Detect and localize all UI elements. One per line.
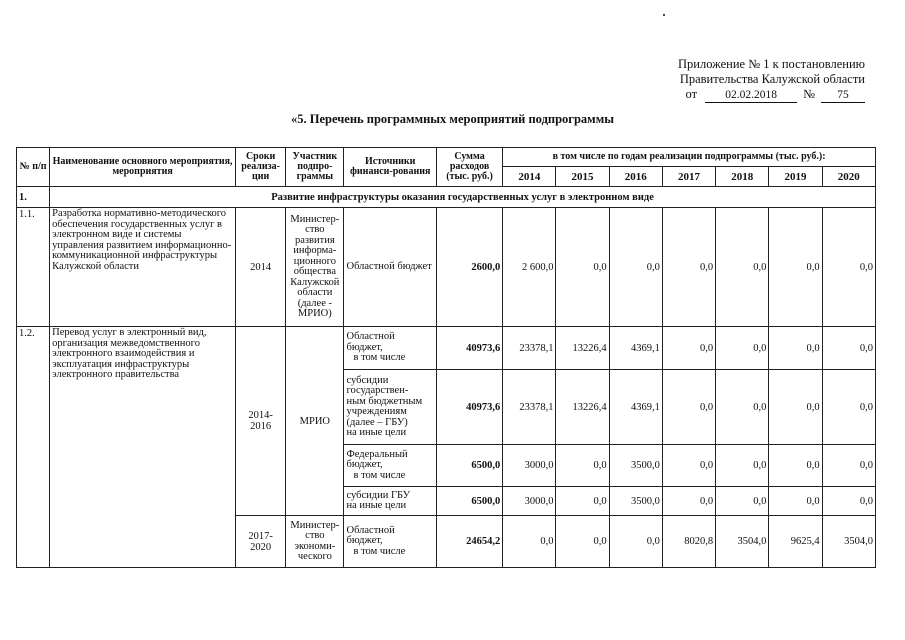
header-year: 2016 — [609, 167, 662, 187]
year-value: 0,0 — [822, 445, 875, 487]
source-line: на иные цели — [346, 427, 407, 438]
source-line: Областной — [346, 331, 395, 343]
scan-speck — [663, 14, 665, 16]
sum-value: 6500,0 — [436, 445, 502, 487]
activities-table — [16, 147, 876, 568]
year-value: 13226,4 — [556, 327, 609, 370]
funding-source — [344, 327, 436, 370]
year-value: 0,0 — [716, 370, 769, 445]
year-value: 0,0 — [556, 445, 609, 487]
year-value: 0,0 — [716, 487, 769, 516]
source-line: в том числе — [353, 545, 406, 557]
source-line: бюджет, — [346, 341, 383, 353]
item-1-year-value: 0,0 — [822, 208, 875, 327]
year-value: 0,0 — [716, 327, 769, 370]
header-num: № п/п — [17, 148, 50, 187]
source-line: (далее – ГБУ) — [346, 416, 408, 428]
funding-source — [344, 370, 436, 445]
sum-value: 40973,6 — [436, 370, 502, 445]
header-years-group: в том числе по годам реализации подпрограммы (тыс. руб.): — [503, 148, 876, 167]
item-2-row-1 — [17, 327, 876, 370]
section-row — [17, 187, 876, 208]
annex-number-label: № — [803, 87, 815, 101]
header-year: 2020 — [822, 167, 875, 187]
header-year: 2015 — [556, 167, 609, 187]
header-sources: Источники финанси-рования — [344, 148, 436, 187]
annex-header — [678, 57, 865, 103]
header-name: Наименование основного мероприятия, мероприятия — [50, 148, 236, 187]
funding-source — [344, 516, 436, 568]
source-line: учреждениям — [346, 406, 407, 417]
source-line: субсидии ГБУ — [346, 489, 411, 501]
item-1-year-value: 0,0 — [609, 208, 662, 327]
year-value: 8020,8 — [662, 516, 715, 568]
source-line: государствен- — [346, 385, 409, 396]
annex-from-label: от — [685, 87, 698, 101]
year-value: 9625,4 — [769, 516, 822, 568]
header-participant: Участник подпро-граммы — [286, 148, 344, 187]
year-value: 13226,4 — [556, 370, 609, 445]
header-year: 2017 — [662, 167, 715, 187]
annex-line-3 — [678, 87, 865, 103]
section-num: 1. — [17, 187, 50, 208]
year-value: 0,0 — [769, 370, 822, 445]
year-value: 0,0 — [716, 445, 769, 487]
year-value: 0,0 — [769, 327, 822, 370]
item-2-num: 1.2. — [17, 327, 50, 568]
item-1-term: 2014 — [236, 208, 286, 327]
item-2-name: Перевод услуг в электронный вид, организация межведомственного электронного взаимодействия и эксплуатация инфраструктуры электронного правительства — [50, 327, 236, 568]
year-value: 3500,0 — [609, 445, 662, 487]
year-value: 0,0 — [503, 516, 556, 568]
year-value: 0,0 — [556, 516, 609, 568]
source-line: Областной — [346, 524, 395, 536]
item-1-year-value: 2 600,0 — [503, 208, 556, 327]
year-value: 23378,1 — [503, 370, 556, 445]
item-1-name: Разработка нормативно-методического обеспечения государственных услуг в электронном виде и системы управления развитием информационно-коммуникационной инфраструктуры Калужской области — [50, 208, 236, 327]
funding-source — [344, 487, 436, 516]
section-title: Развитие инфраструктуры оказания государственных услуг в электронном виде — [50, 187, 876, 208]
source-line: ным бюджетным — [346, 395, 423, 407]
source-line: Федеральный — [346, 448, 408, 460]
year-value: 0,0 — [822, 327, 875, 370]
item-1-year-value: 0,0 — [769, 208, 822, 327]
year-value: 3504,0 — [716, 516, 769, 568]
sum-value: 6500,0 — [436, 487, 502, 516]
source-line: бюджет, — [346, 459, 383, 471]
item-2-participant-a: МРИО — [286, 327, 344, 516]
year-value: 4369,1 — [609, 327, 662, 370]
header-terms: Сроки реализа-ции — [236, 148, 286, 187]
year-value: 3000,0 — [503, 487, 556, 516]
item-2-term-b: 2017-2020 — [236, 516, 286, 568]
source-line: бюджет, — [346, 535, 383, 547]
year-value: 0,0 — [769, 487, 822, 516]
year-value: 0,0 — [662, 327, 715, 370]
item-2-term-a: 2014-2016 — [236, 327, 286, 516]
item-1-source: Областной бюджет — [344, 208, 436, 327]
item-1-participant: Министер-ство развития информа-ционного общества Калужской области (далее - МРИО) — [286, 208, 344, 327]
annex-date: 02.02.2018 — [705, 89, 797, 103]
year-value: 0,0 — [822, 370, 875, 445]
year-value: 3000,0 — [503, 445, 556, 487]
item-2-participant-b: Министер-ство экономи-ческого — [286, 516, 344, 568]
item-1-sum: 2600,0 — [436, 208, 502, 327]
header-year: 2014 — [503, 167, 556, 187]
header-row-1 — [17, 148, 876, 167]
year-value: 0,0 — [662, 487, 715, 516]
year-value: 0,0 — [662, 445, 715, 487]
header-year: 2019 — [769, 167, 822, 187]
item-1-row — [17, 208, 876, 327]
annex-line-2: Правительства Калужской области — [679, 72, 865, 86]
year-value: 3504,0 — [822, 516, 875, 568]
item-1-year-value: 0,0 — [716, 208, 769, 327]
annex-line-1: Приложение № 1 к постановлению — [678, 57, 865, 71]
year-value: 0,0 — [662, 370, 715, 445]
source-line: в том числе — [353, 469, 406, 481]
document-title: «5. Перечень программных мероприятий подпрограммы — [291, 112, 614, 126]
sum-value: 24654,2 — [436, 516, 502, 568]
item-1-year-value: 0,0 — [556, 208, 609, 327]
year-value: 0,0 — [822, 487, 875, 516]
header-year: 2018 — [716, 167, 769, 187]
year-value: 0,0 — [769, 445, 822, 487]
year-value: 3500,0 — [609, 487, 662, 516]
annex-number: 75 — [821, 89, 865, 103]
year-value: 4369,1 — [609, 370, 662, 445]
header-sum: Сумма расходов (тыс. руб.) — [436, 148, 502, 187]
funding-source — [344, 445, 436, 487]
item-1-num: 1.1. — [17, 208, 50, 327]
year-value: 0,0 — [556, 487, 609, 516]
sum-value: 40973,6 — [436, 327, 502, 370]
year-value: 0,0 — [609, 516, 662, 568]
source-line: в том числе — [353, 352, 406, 364]
source-line: на иные цели — [346, 500, 407, 511]
item-1-year-value: 0,0 — [662, 208, 715, 327]
source-line: субсидии — [346, 374, 389, 386]
year-value: 23378,1 — [503, 327, 556, 370]
